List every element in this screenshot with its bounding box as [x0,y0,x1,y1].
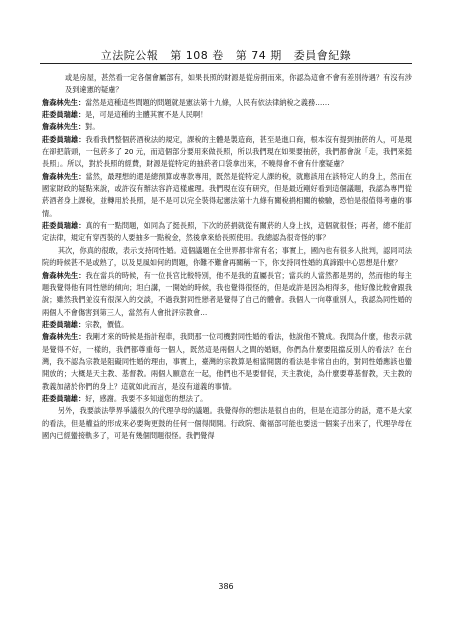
transcript-paragraph [42,331,412,393]
transcript-paragraph [42,245,412,270]
speaker-name: 詹森林先生： [42,97,86,107]
speech-text: 對。 [85,122,100,132]
speaker-name: 詹森林先生： [42,270,86,280]
transcript-paragraph [42,220,412,245]
speech-text: 當然是這種這些問題的問題就是憲法第十九條，人民有依法律納稅之義務…… [85,97,330,107]
speaker-name: 莊委員瑞雄： [42,319,86,329]
speaker-name: 莊委員瑞雄： [42,393,86,403]
transcript-paragraph [42,72,412,97]
speaker-name: 莊委員瑞雄： [42,221,86,231]
section-label: 委員會紀錄 [293,49,352,62]
speech-text: 真的有一點問題，如同為了挺長照，下次的菸捐就從有關菸的人身上找，這個就很怪；再者，總不能訂定法律，規定有穿西裝的人要抽多一點稅金，然後拿來給長照使用。我總認為很奇怪的事？ [42,221,412,243]
speech-text: 是，可是這種的主體其實不是人民啊！ [85,110,208,120]
transcript-paragraph [42,270,412,319]
speech-text: 好，感謝。我要不多知道您的想法了。 [85,393,208,403]
transcript-paragraph [42,121,412,133]
transcript-body [42,72,412,442]
speech-text: 當然，最理想的還是總預算或專款專用，既然是從特定人課的稅，就應該用在該特定人的身上，然而在國家財政的疑點來說，或許沒有辦法容許這樣處理。我們現在沒有研究，但是最近剛好看到這個議題，我認為專門從菸酒者身上課稅，並轉用於長照，是不是可以完全裝得起憲法第十九條有關稅捐相關的檢驗，恐怕是很值得考慮的事情。 [42,171,412,218]
paragraph-text: 其次，你真的很敢，表示支持同性婚。這個議題在全世界都非常有名；事實上，國內也有很多人批判，認同司法院的時候甚不是或熟了，以及見風如何的問題，你難不難會再關稱一下，你支持同性婚的真諦跟中心思想是什麼？ [42,245,412,268]
speaker-name: 詹森林先生： [42,332,86,342]
header-rule [40,63,412,64]
speech-text: 我看我們整個菸酒稅法的規定，課稅的主體是製造商，甚至是進口商，根本沒有提到抽菸的人，可是現在卻把箭頭，一包菸多了 20 元，而這個部分要用來做長照，所以我們現在如果要抽菸，我們都會說「走，我們來挺長照」。所以，對於長照的經費，財源是從特定的抽菸者口袋拿出來，不曉得會不會有什麼疑慮？ [42,134,412,169]
transcript-paragraph [42,97,412,109]
transcript-paragraph [42,393,412,405]
speaker-name: 莊委員瑞雄： [42,134,86,144]
page-number: 386 [218,582,234,591]
paragraph-text: 或是房屋，甚然看一定各個會屬部有，如果長照的財源是從房捐而來，你認為這會不會有差別待遇？有沒有涉及到違憲的疑慮？ [65,73,412,95]
speech-text: 我在當兵的時候，有一位長官比較特別，他不是我的直屬長官；當兵的人當然都是男的，然而他的每主題我覺得他有同性戀的傾向；坦白講，一開始的時候，我也覺得很怪的，但是或許是因為相得多，他好像比較會跟我說；雖然我們並沒有很深入的交談，不過我對同性戀者是覺得了自己的體會。我個人一向尊重別人，我認為同性婚的兩個人不會傷害到第三人，當然有人會批評宗教會… [42,270,412,317]
transcript-paragraph [42,405,412,442]
page-header [0,47,452,63]
transcript-paragraph [42,134,412,171]
transcript-paragraph [42,109,412,121]
speaker-name: 詹森林先生： [42,171,86,181]
speech-text: 宗教，價值。 [85,319,129,329]
journal-title: 立法院公報 [100,49,159,62]
issue-label: 第 74 期 [235,49,282,62]
transcript-paragraph [42,319,412,331]
volume-label: 第 108 卷 [170,49,224,62]
paragraph-text: 另外，我要談法學界爭議很久的代理孕母的議題。我覺得你的想法是很自由的，但是在這部分的話，還不是大家的看法，但是權益的形成來必要夠更鼓的任何一個得間開。行政院、衛福部可能也要送一個案子出來了，代理孕母在國內已經蠻接軌多了，可是有幾個問題很怪。我們覺得 [42,406,412,440]
speech-text: 我剛才來的時候是指計程車，我問那一位司機對同性婚的看法，他說他不贊成。我問為什麼，他表示就是覺得不好，一樣的，我們都尊重每一個人，既然這是兩個人之間的婚姻，你們為什麼要阻擋反別人的看法？在台灣，我不認為宗教是阻礙同性婚的理由，事實上，臺灣的宗教算是相當開闊的看法是非常自由的，對同性婚應該也蠻開放的；大概是天主教、基督教。兩個人願意在一起，他們也不是要督促，天主教徒，為什麼要尊基督教，天主教的教義加諸於你們的身上？這就如此而言，是沒有道義的事情。 [42,332,412,391]
speaker-name: 詹森林先生： [42,122,86,132]
speaker-name: 莊委員瑞雄： [42,110,86,120]
transcript-paragraph [42,171,412,220]
